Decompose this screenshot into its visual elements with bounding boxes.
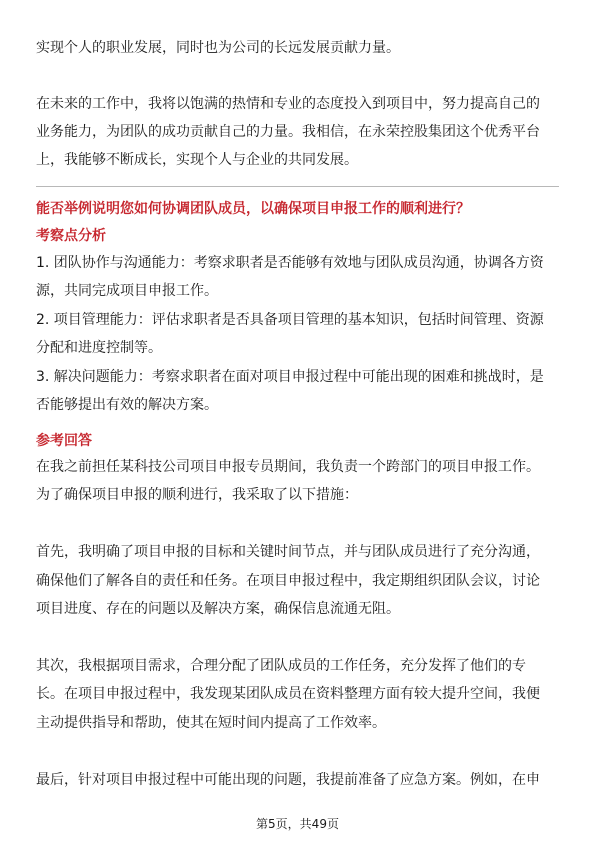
answer-line: 长。在项目申报过程中，我发现某团队成员在资料整理方面有较大提升空间，我便: [36, 686, 540, 702]
analysis-line: 源，共同完成项目申报工作。: [36, 283, 218, 299]
answer-line: 其次，我根据项目需求，合理分配了团队成员的工作任务，充分发挥了他们的专: [36, 658, 526, 674]
analysis-line: 否能够提出有效的解决方案。: [36, 397, 218, 413]
answer-line: 最后，针对项目申报过程中可能出现的问题，我提前准备了应急方案。例如，在申: [36, 772, 540, 788]
answer-heading: 参考回答: [36, 433, 92, 449]
answer-line: 在我之前担任某科技公司项目申报专员期间，我负责一个跨部门的项目申报工作。: [36, 459, 540, 475]
section-divider: [36, 186, 559, 187]
analysis-line: 1. 团队协作与沟通能力：考察求职者是否能够有效地与团队成员沟通，协调各方资: [36, 255, 544, 271]
intro-line: 在未来的工作中，我将以饱满的热情和专业的态度投入到项目中，努力提高自己的: [36, 96, 540, 112]
intro-line: 上，我能够不断成长，实现个人与企业的共同发展。: [36, 152, 358, 168]
answer-line: 为了确保项目申报的顺利进行，我采取了以下措施：: [36, 487, 358, 503]
analysis-heading: 考察点分析: [36, 228, 106, 244]
answer-line: 项目进度、存在的问题以及解决方案，确保信息流通无阻。: [36, 601, 400, 617]
analysis-line: 分配和进度控制等。: [36, 340, 162, 356]
analysis-line: 3. 解决问题能力：考察求职者在面对项目申报过程中可能出现的困难和挑战时，是: [36, 369, 544, 385]
answer-line: 首先，我明确了项目申报的目标和关键时间节点，并与团队成员进行了充分沟通，: [36, 544, 540, 560]
page-number: 第5页，共49页: [256, 817, 339, 831]
answer-line: 确保他们了解各自的责任和任务。在项目申报过程中，我定期组织团队会议，讨论: [36, 573, 540, 589]
analysis-line: 2. 项目管理能力：评估求职者是否具备项目管理的基本知识，包括时间管理、资源: [36, 312, 544, 328]
question-title: 能否举例说明您如何协调团队成员，以确保项目申报工作的顺利进行？: [36, 201, 470, 217]
intro-line: 业务能力，为团队的成功贡献自己的力量。我相信，在永荣控股集团这个优秀平台: [36, 124, 540, 140]
answer-line: 主动提供指导和帮助，使其在短时间内提高了工作效率。: [36, 715, 386, 731]
intro-line: 实现个人的职业发展，同时也为公司的长远发展贡献力量。: [36, 40, 400, 56]
